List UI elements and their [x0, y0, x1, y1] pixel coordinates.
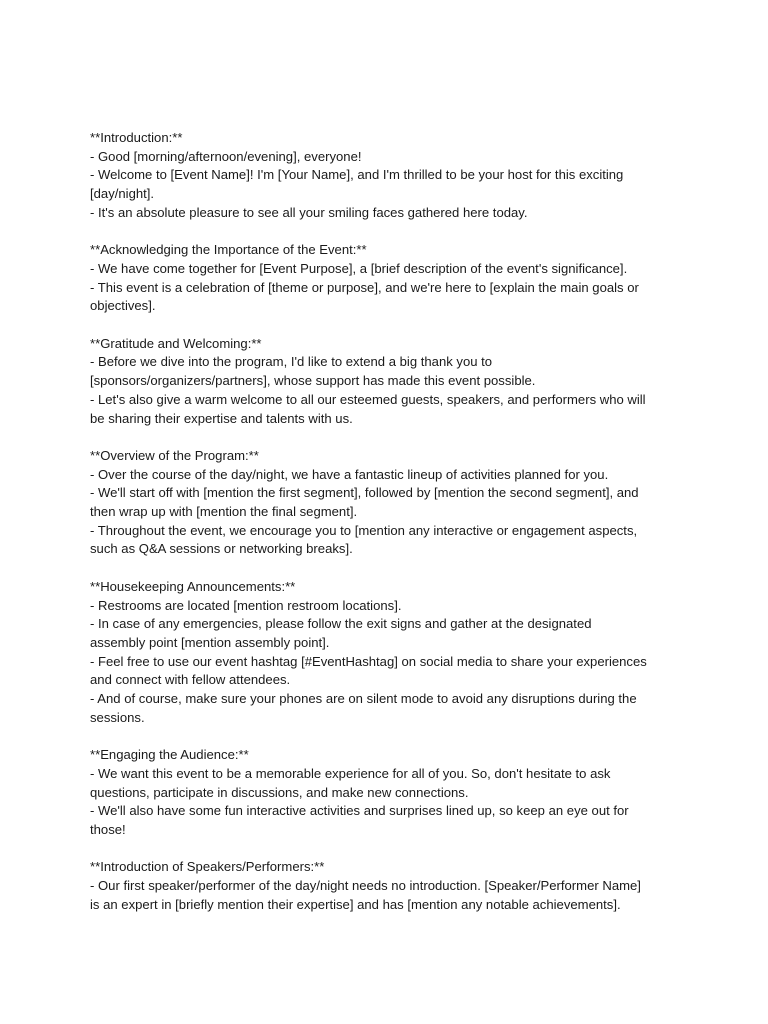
section-speakers — [90, 858, 690, 914]
section-line: - We'll also have some fun interactive activities and surprises lined up, so keep an eye out for — [90, 803, 629, 819]
section-line: [day/night]. — [90, 186, 155, 202]
section-line: objectives]. — [90, 298, 156, 314]
section-heading: **Introduction of Speakers/Performers:** — [90, 859, 325, 875]
section-line: and connect with fellow attendees. — [90, 672, 291, 688]
section-line: those! — [90, 821, 126, 837]
section-line: - Before we dive into the program, I'd like to extend a big thank you to — [90, 354, 493, 370]
section-heading: **Acknowledging the Importance of the Event:** — [90, 242, 367, 258]
section-housekeeping — [90, 578, 690, 728]
section-line: - Let's also give a warm welcome to all our esteemed guests, speakers, and performers who will — [90, 391, 646, 407]
document-page — [90, 129, 690, 933]
section-line: - Throughout the event, we encourage you to [mention any interactive or engagement aspects, — [90, 522, 638, 538]
section-line: [sponsors/organizers/partners], whose support has made this event possible. — [90, 373, 536, 389]
section-line: be sharing their expertise and talents with us. — [90, 410, 353, 426]
section-line: - Our first speaker/performer of the day/night needs no introduction. [Speaker/Performer Name] — [90, 878, 641, 894]
section-line: such as Q&A sessions or networking breaks]. — [90, 541, 353, 557]
section-line: assembly point [mention assembly point]. — [90, 634, 330, 650]
section-heading: **Introduction:** — [90, 130, 183, 145]
section-line: - In case of any emergencies, please follow the exit signs and gather at the designated — [90, 616, 592, 632]
section-heading: **Housekeeping Announcements:** — [90, 578, 296, 594]
section-line: - Good [morning/afternoon/evening], everyone! — [90, 148, 362, 164]
section-line: - Over the course of the day/night, we have a fantastic lineup of activities planned for you. — [90, 466, 609, 482]
section-line: - We want this event to be a memorable experience for all of you. So, don't hesitate to ask — [90, 765, 611, 781]
section-heading: **Engaging the Audience:** — [90, 747, 249, 763]
section-line: - It's an absolute pleasure to see all your smiling faces gathered here today. — [90, 204, 528, 220]
section-heading: **Overview of the Program:** — [90, 447, 259, 463]
section-acknowledging — [90, 241, 690, 316]
section-line: questions, participate in discussions, and make new connections. — [90, 784, 469, 800]
section-overview — [90, 447, 690, 559]
section-line: - This event is a celebration of [theme or purpose], and we're here to [explain the main goals or — [90, 279, 639, 295]
section-line: is an expert in [briefly mention their expertise] and has [mention any notable achievements]. — [90, 896, 621, 912]
section-line: - We'll start off with [mention the first segment], followed by [mention the second segment], and — [90, 485, 639, 501]
section-engaging — [90, 746, 690, 840]
section-line: then wrap up with [mention the final segment]. — [90, 504, 358, 520]
section-heading: **Gratitude and Welcoming:** — [90, 335, 262, 351]
section-line: - We have come together for [Event Purpose], a [brief description of the event's significance]. — [90, 260, 628, 276]
section-line: sessions. — [90, 709, 145, 725]
section-line: - And of course, make sure your phones are on silent mode to avoid any disruptions during the — [90, 691, 637, 707]
section-line: - Restrooms are located [mention restroom locations]. — [90, 597, 402, 613]
section-gratitude — [90, 335, 690, 429]
section-line: - Feel free to use our event hashtag [#EventHashtag] on social media to share your experiences — [90, 653, 647, 669]
section-introduction — [90, 129, 690, 223]
section-line: - Welcome to [Event Name]! I'm [Your Name], and I'm thrilled to be your host for this exciting — [90, 167, 624, 183]
